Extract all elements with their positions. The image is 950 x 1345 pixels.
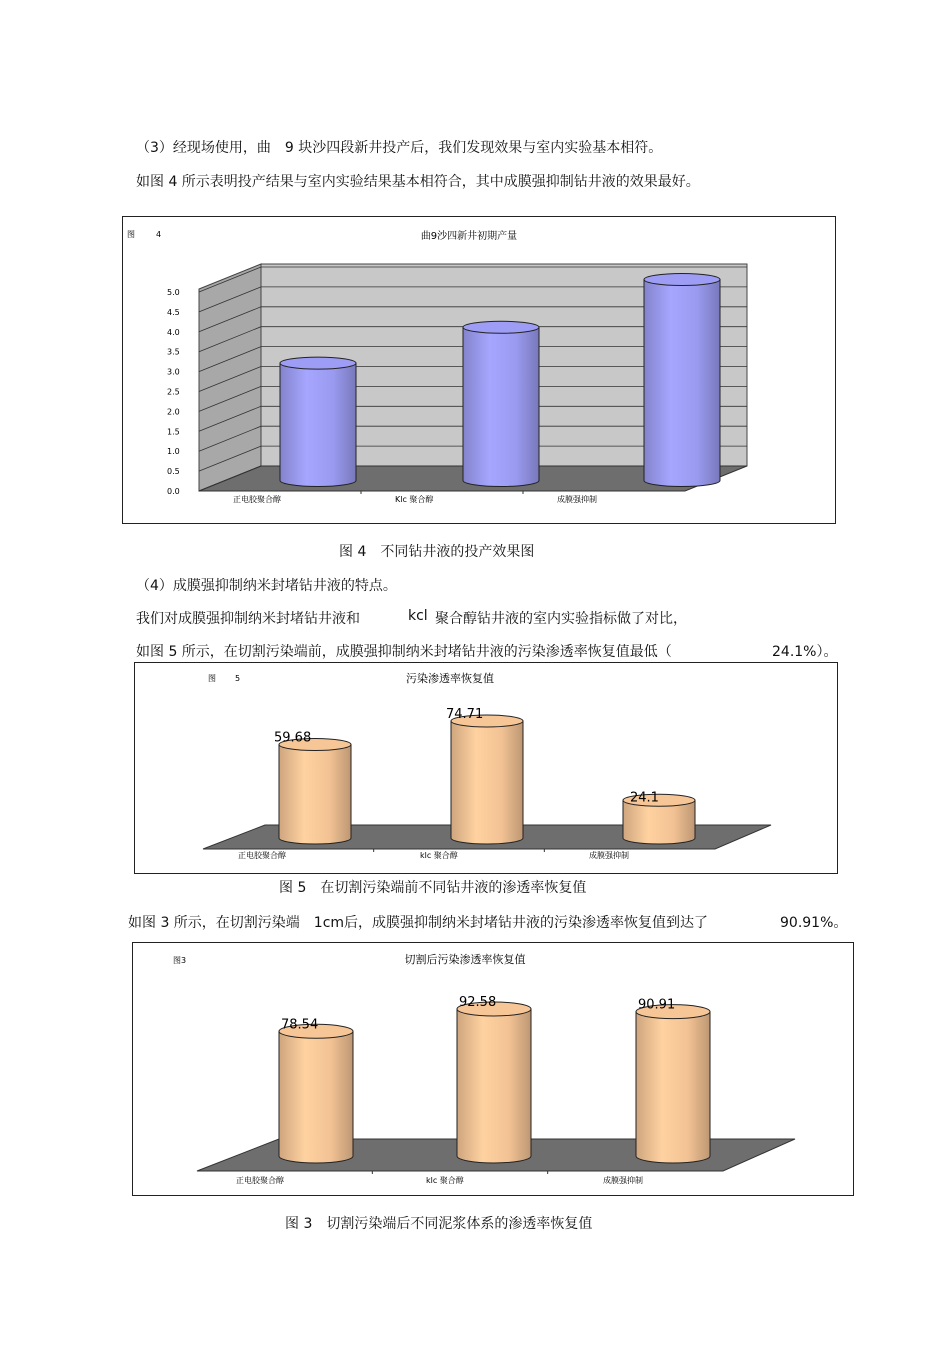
chart-data-label: 92.58 bbox=[459, 995, 497, 1010]
paragraph-fig3-intro-a: 如图 3 所示，在切割污染端 1cm后，成膜强抑制纳米封堵钻井液的污染渗透率恢复值到达了 bbox=[128, 915, 709, 931]
paragraph-4-heading: （4）成膜强抑制纳米封堵钻井液的特点。 bbox=[136, 578, 397, 594]
chart-bar-body bbox=[636, 1012, 710, 1163]
chart-bar-body bbox=[451, 721, 523, 844]
chart-fig-label: 图3 bbox=[173, 956, 187, 965]
chart-fig3-frame bbox=[132, 942, 854, 1196]
chart-fig-label: 图 bbox=[208, 674, 216, 683]
chart-title: 曲9沙四新井初期产量 bbox=[420, 231, 518, 242]
paragraph-comparison-b: kcl bbox=[408, 608, 428, 624]
chart-bar-body bbox=[279, 745, 351, 844]
chart-data-label: 24.1 bbox=[630, 790, 659, 806]
paragraph-fig3-intro-b: 90.91%。 bbox=[780, 915, 848, 931]
chart-title: 切割后污染渗透率恢复值 bbox=[404, 953, 526, 966]
chart-y-tick-label: 2.0 bbox=[167, 407, 180, 417]
chart-y-tick-label: 4.0 bbox=[167, 327, 180, 337]
chart-y-tick-label: 3.5 bbox=[167, 347, 180, 357]
chart-title: 污染渗透率恢复值 bbox=[406, 672, 494, 685]
chart-x-tick-label: 成膜强抑制 bbox=[557, 495, 597, 504]
paragraph-comparison-c: 聚合醇钻井液的室内实验指标做了对比， bbox=[435, 611, 687, 627]
chart-y-tick-label: 5.0 bbox=[167, 288, 180, 297]
chart-x-tick-label: 成膜强抑制 bbox=[603, 1176, 643, 1185]
chart-fig5 bbox=[135, 663, 837, 873]
chart-fig4-frame bbox=[122, 216, 836, 524]
chart-x-tick-label: 成膜强抑制 bbox=[589, 851, 629, 860]
chart-data-label: 78.54 bbox=[281, 1017, 319, 1033]
chart-y-tick-label: 2.5 bbox=[167, 387, 180, 397]
chart-fig-number: 5 bbox=[235, 674, 241, 683]
chart-y-tick-label: 1.5 bbox=[167, 427, 180, 437]
paragraph-fig5-intro-a: 如图 5 所示，在切割污染端前，成膜强抑制纳米封堵钻井液的污染渗透率恢复值最低（ bbox=[136, 644, 672, 660]
chart-x-tick-label: klc 聚合醇 bbox=[426, 1176, 464, 1185]
chart-bar-top bbox=[463, 321, 539, 333]
chart-bar-body bbox=[463, 327, 539, 486]
paragraph-fig5-intro-b: 24.1%）。 bbox=[772, 644, 838, 660]
chart-y-tick-label: 0.5 bbox=[167, 467, 180, 477]
chart-side-wall bbox=[199, 264, 261, 491]
caption-fig3: 图 3 切割污染端后不同泥浆体系的渗透率恢复值 bbox=[285, 1216, 593, 1232]
chart-data-label: 59.68 bbox=[274, 730, 312, 746]
chart-bar-body bbox=[623, 800, 695, 844]
chart-bar-top bbox=[280, 357, 356, 369]
chart-y-tick-label: 1.0 bbox=[167, 447, 180, 457]
chart-y-tick-label: 4.5 bbox=[167, 307, 180, 317]
chart-y-tick-label: 0.0 bbox=[167, 487, 180, 496]
chart-fig3 bbox=[133, 943, 853, 1195]
chart-x-tick-label: Klc 聚合醇 bbox=[395, 495, 434, 504]
chart-x-tick-label: 正电胶聚合醇 bbox=[233, 495, 281, 504]
caption-fig5: 图 5 在切割污染端前不同钻井液的渗透率恢复值 bbox=[279, 880, 587, 896]
chart-bar-body bbox=[280, 363, 356, 486]
paragraph-fig4-intro: 如图 4 所示表明投产结果与室内实验结果基本相符合，其中成膜强抑制钻井液的效果最好。 bbox=[136, 174, 700, 190]
chart-bar-body bbox=[457, 1009, 531, 1163]
chart-x-tick-label: klc 聚合醇 bbox=[420, 851, 458, 860]
chart-data-label: 90.91 bbox=[638, 997, 676, 1013]
chart-bar-top bbox=[644, 274, 720, 286]
caption-fig4: 图 4 不同钻井液的投产效果图 bbox=[339, 544, 535, 560]
chart-fig-label: 图 bbox=[127, 230, 135, 239]
paragraph-comparison-a: 我们对成膜强抑制纳米封堵钻井液和 bbox=[136, 611, 360, 627]
chart-fig5-frame bbox=[134, 662, 838, 874]
chart-x-tick-label: 正电胶聚合醇 bbox=[238, 851, 286, 860]
paragraph-3-field-use: （3）经现场使用，曲 9 块沙四段新井投产后，我们发现效果与室内实验基本相符。 bbox=[136, 140, 663, 156]
chart-y-tick-label: 3.0 bbox=[167, 367, 180, 377]
chart-data-label: 74.71 bbox=[446, 707, 484, 722]
chart-x-tick-label: 正电胶聚合醇 bbox=[236, 1176, 284, 1185]
chart-bar-body bbox=[279, 1031, 353, 1163]
chart-bar-body bbox=[644, 280, 720, 487]
chart-fig4 bbox=[123, 217, 835, 523]
chart-fig-number: 4 bbox=[156, 230, 162, 239]
